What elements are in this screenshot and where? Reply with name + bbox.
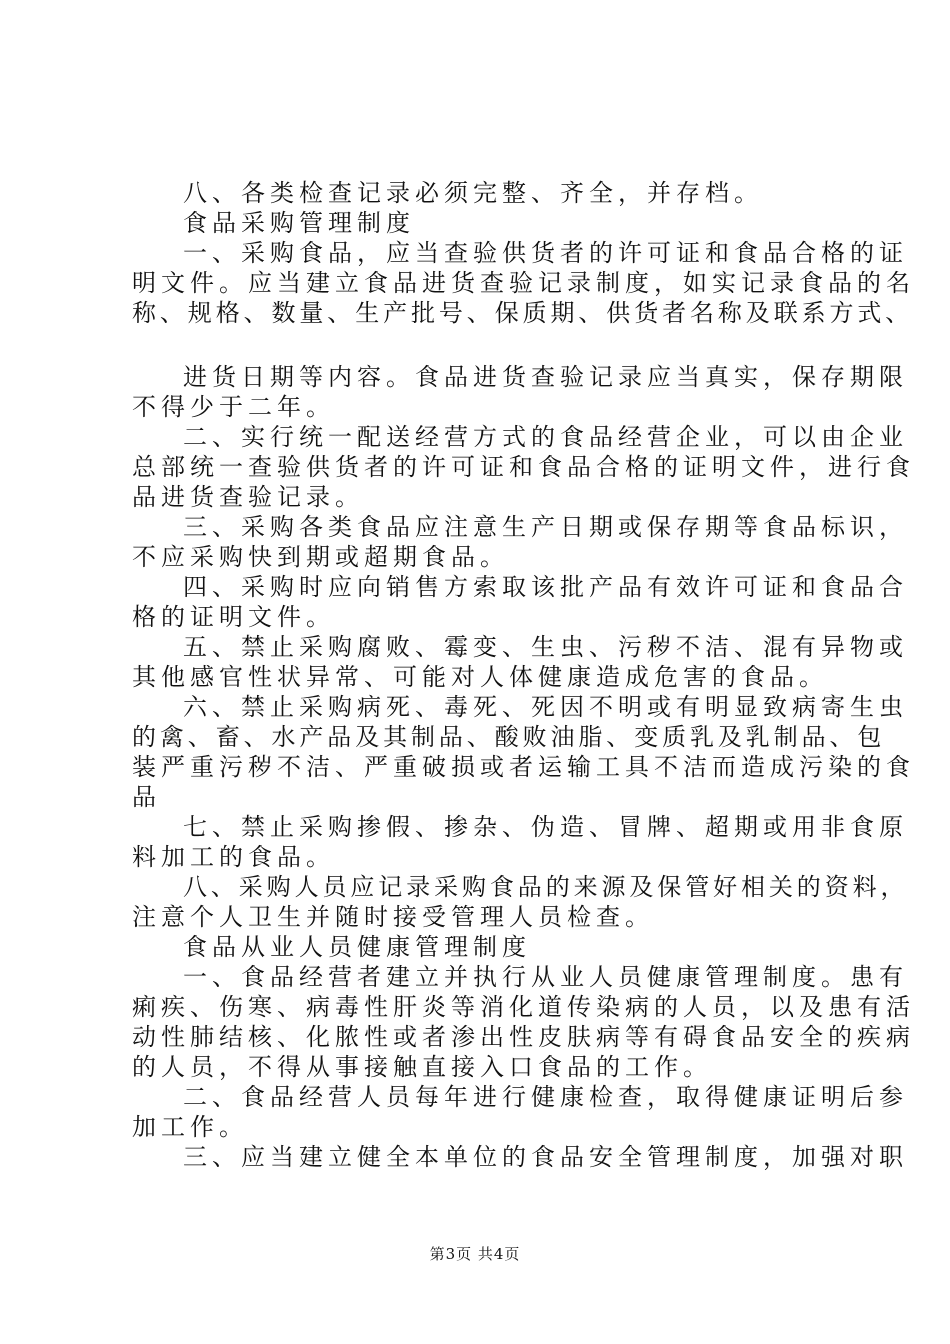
paragraph-line: 二、实行统一配送经营方式的食品经营企业，可以由企业 (183, 423, 908, 451)
paragraph-line: 料加工的食品。 (132, 843, 335, 871)
paragraph-line: 加工作。 (132, 1113, 248, 1141)
paragraph-line: 一、采购食品，应当查验供货者的许可证和食品合格的证 (183, 239, 908, 267)
paragraph-line: 注意个人卫生并随时接受管理人员检查。 (132, 903, 654, 931)
paragraph-line: 五、禁止采购腐败、霉变、生虫、污秽不洁、混有异物或 (183, 633, 908, 661)
paragraph-line: 一、食品经营者建立并执行从业人员健康管理制度。患有 (183, 963, 908, 991)
paragraph-line: 装严重污秽不洁、严重破损或者运输工具不洁而造成污染的食 (132, 753, 915, 781)
paragraph-line: 三、采购各类食品应注意生产日期或保存期等食品标识， (183, 513, 908, 541)
paragraph-line: 痢疾、伤寒、病毒性肝炎等消化道传染病的人员，以及患有活 (132, 993, 915, 1021)
paragraph-line: 称、规格、数量、生产批号、保质期、供货者名称及联系方式、 (132, 299, 914, 327)
paragraph-line: 七、禁止采购掺假、掺杂、伪造、冒牌、超期或用非食原 (183, 813, 908, 841)
paragraph-line: 动性肺结核、化脓性或者渗出性皮肤病等有碍食品安全的疾病 (132, 1023, 915, 1051)
paragraph-line: 格的证明文件。 (132, 603, 335, 631)
paragraph-line: 其他感官性状异常、可能对人体健康造成危害的食品。 (132, 663, 828, 691)
paragraph-line: 八、采购人员应记录采购食品的来源及保管好相关的资料， (183, 873, 909, 901)
paragraph-line: 二、食品经营人员每年进行健康检查，取得健康证明后参 (183, 1083, 908, 1111)
paragraph-line: 品 (132, 783, 161, 811)
paragraph-line: 的人员，不得从事接触直接入口食品的工作。 (132, 1053, 712, 1081)
paragraph-line: 进货日期等内容。食品进货查验记录应当真实，保存期限 (183, 363, 908, 391)
paragraph-line: 三、应当建立健全本单位的食品安全管理制度，加强对职 (183, 1143, 908, 1171)
paragraph-line: 四、采购时应向销售方索取该批产品有效许可证和食品合 (183, 573, 908, 601)
section-heading-health: 食品从业人员健康管理制度 (183, 933, 531, 961)
page-number-footer: 第3页 共4页 (429, 1245, 521, 1263)
paragraph-line: 的禽、畜、水产品及其制品、酸败油脂、变质乳及乳制品、包 (132, 723, 886, 751)
paragraph-line: 明文件。应当建立食品进货查验记录制度，如实记录食品的名 (132, 269, 915, 297)
paragraph-line: 总部统一查验供货者的许可证和食品合格的证明文件，进行食 (132, 453, 915, 481)
section-heading-procurement: 食品采购管理制度 (183, 209, 415, 237)
paragraph-line: 品进货查验记录。 (132, 483, 364, 511)
paragraph-line: 不得少于二年。 (132, 393, 335, 421)
paragraph-line: 八、各类检查记录必须完整、齐全，并存档。 (183, 179, 763, 207)
paragraph-line: 六、禁止采购病死、毒死、死因不明或有明显致病寄生虫 (183, 693, 908, 721)
paragraph-line: 不应采购快到期或超期食品。 (132, 543, 509, 571)
